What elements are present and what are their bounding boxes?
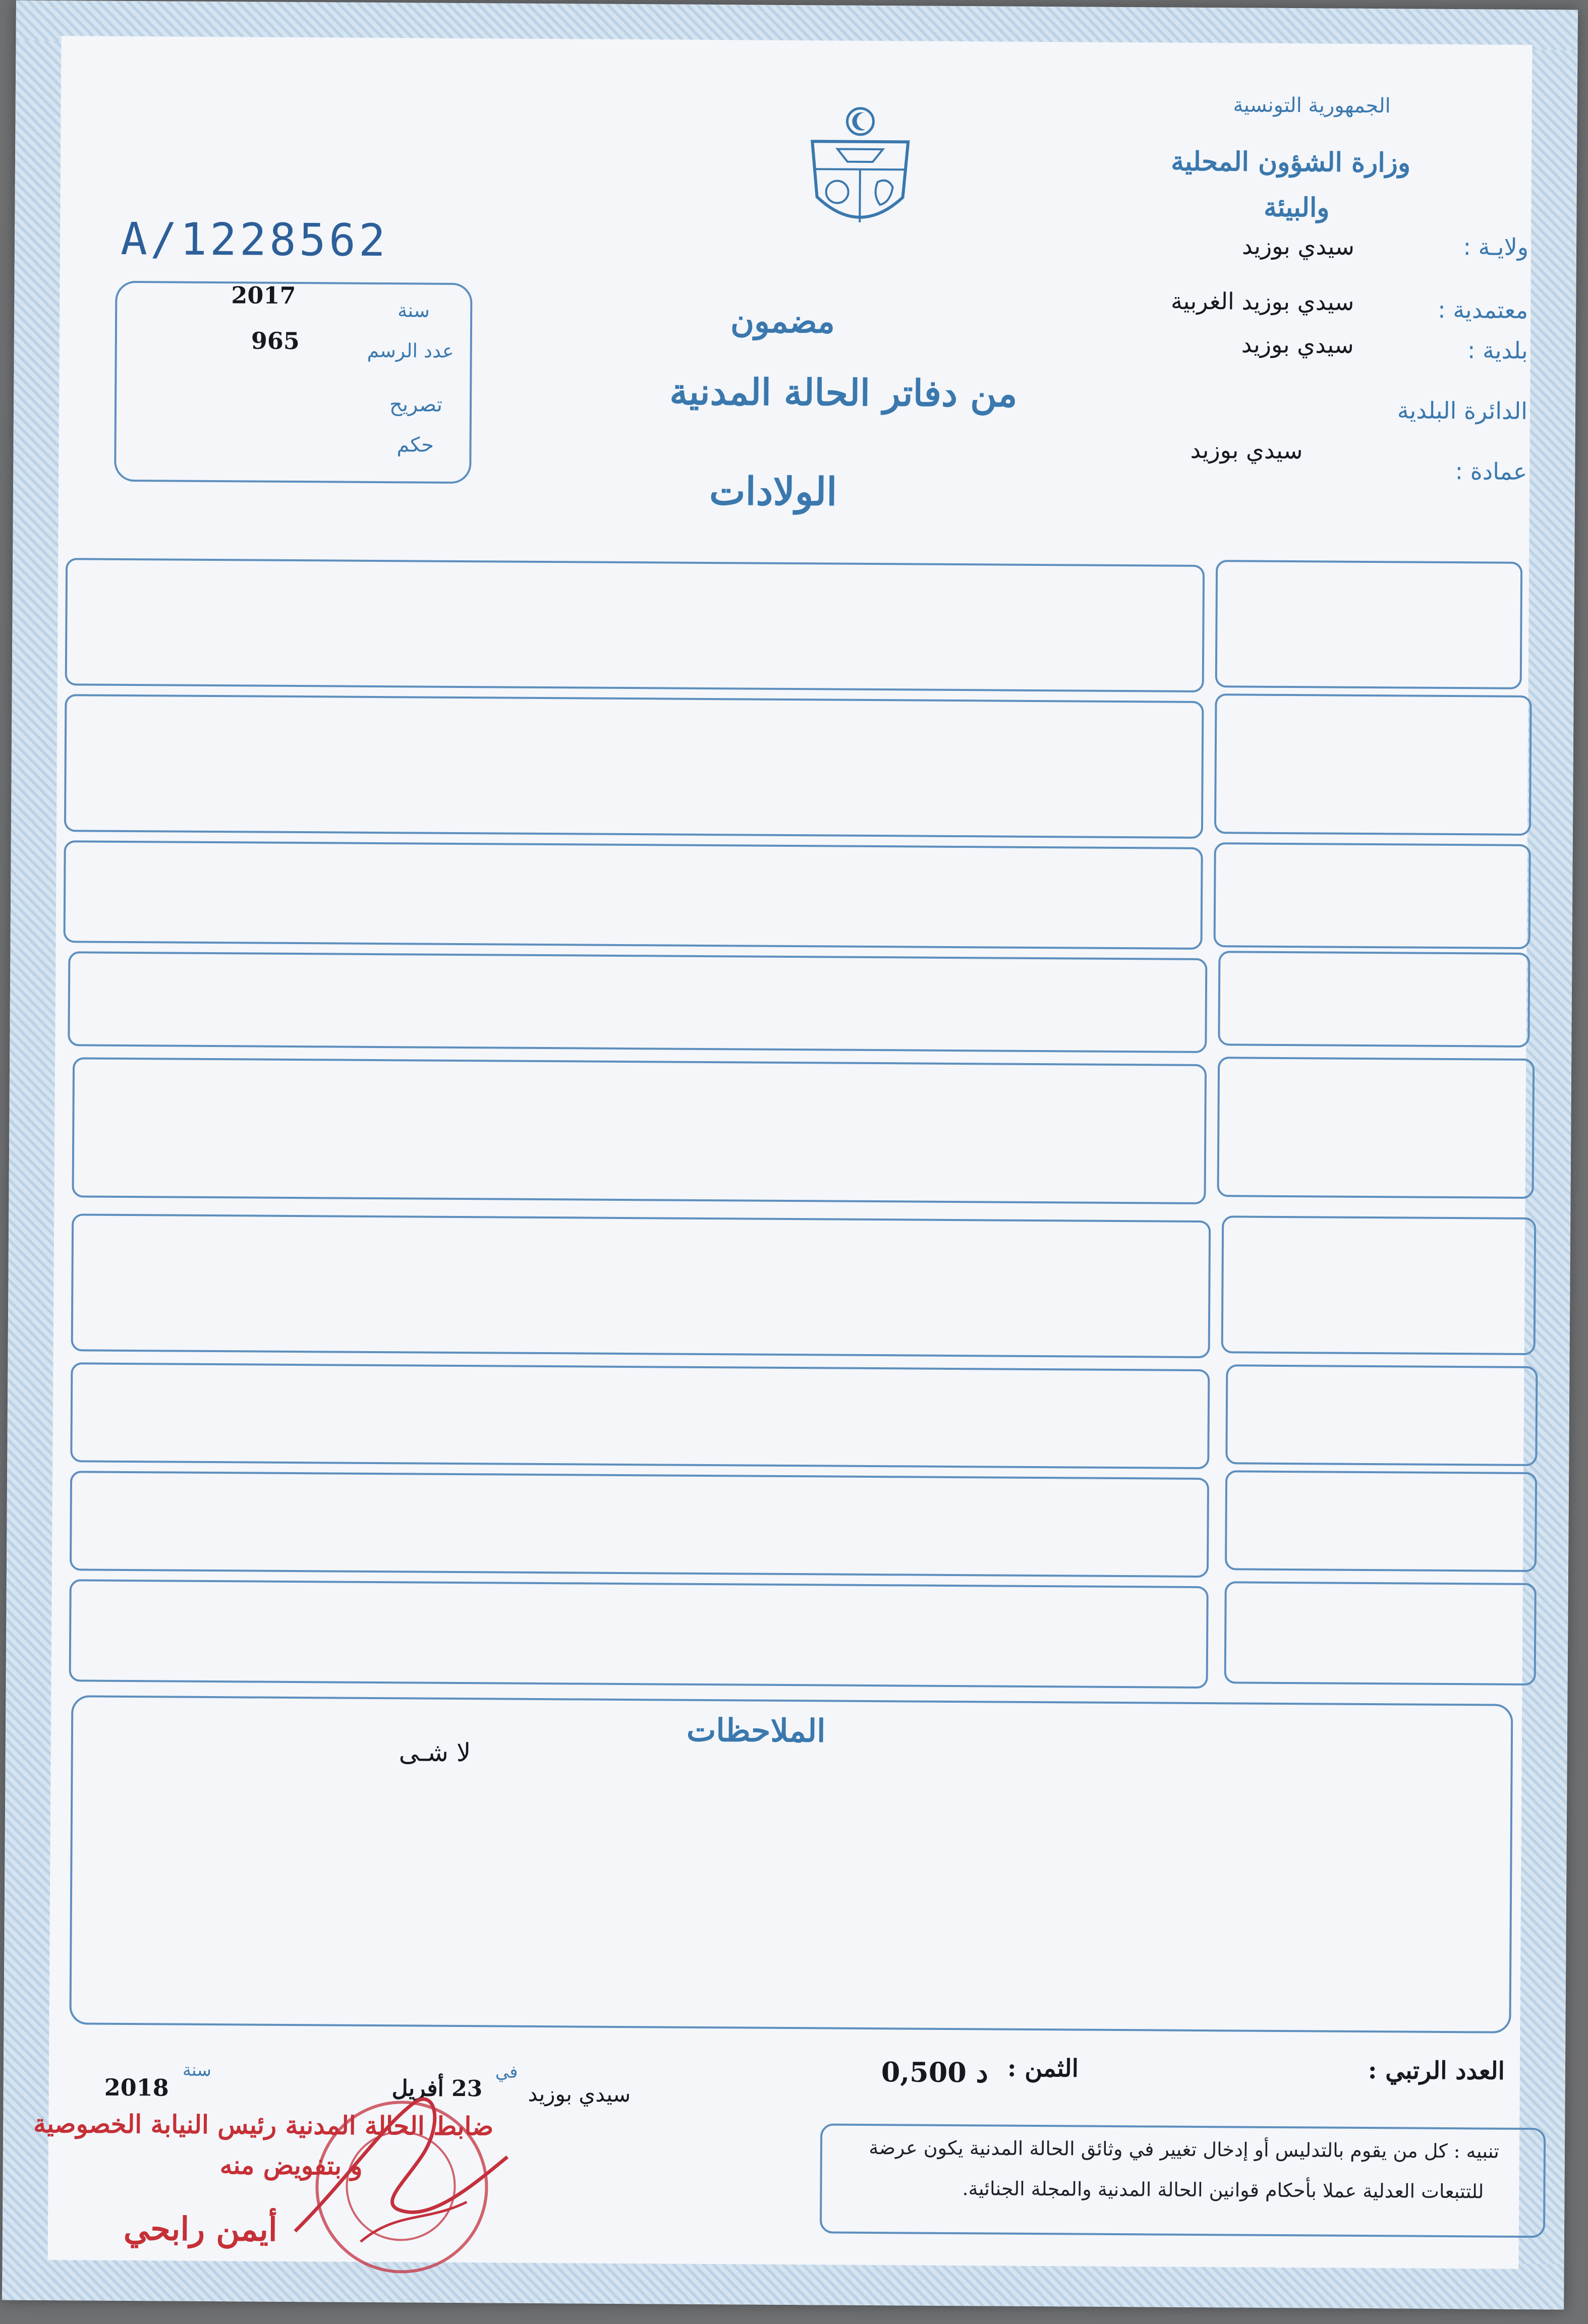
field-label-box-declaration-date: [1225, 1364, 1538, 1466]
title-line1: مضمون: [730, 302, 835, 341]
governorate-label: ولايـة :: [1463, 233, 1529, 261]
title-line2: من دفاتر الحالة المدنية: [669, 370, 1017, 415]
price-value: 0,500 د: [881, 2056, 989, 2089]
field-value-box-father: [72, 1057, 1207, 1204]
officer-stamp-line2: و بتفويض منه: [219, 2150, 363, 2181]
field-label-box-father: [1217, 1057, 1535, 1199]
field-value-box-declarant: [70, 1471, 1209, 1578]
warning-line2: للتتبعات العدلية عملا بأحكام قوانين الحالة المدنية والمجلة الجنائية.: [962, 2177, 1484, 2203]
municipality-value: سيدي بوزيد: [1241, 330, 1354, 359]
judgment-label: حكم: [396, 433, 434, 457]
issue-year: 2018: [104, 2073, 169, 2102]
delegation-value: سيدي بوزيد الغربية: [1170, 287, 1354, 316]
field-label-box-name: [1215, 560, 1523, 689]
remarks-title: الملاحظات: [686, 1711, 826, 1750]
ministry-heading-line1: وزارة الشؤون المحلية: [1171, 146, 1411, 179]
governorate-value: سيدي بوزيد: [1241, 232, 1355, 260]
year-value: 2017: [231, 281, 296, 309]
delegation-label: معتمدية :: [1438, 296, 1528, 324]
record-number-label: عدد الرسم: [367, 339, 454, 362]
municipality-label: بلدية :: [1467, 336, 1528, 364]
field-label-box-officer: [1224, 1581, 1537, 1686]
municipal-district-label: الدائرة البلدية: [1397, 396, 1528, 425]
warning-line1: تنبيه : كل من يقوم بالتدليس أو إدخال تغيير في وثائق الحالة المدنية يكون عرضة: [869, 2136, 1500, 2163]
field-label-box-mother: [1221, 1215, 1537, 1355]
field-value-box-birth-place: [64, 840, 1203, 950]
field-value-box-officer: [69, 1579, 1209, 1689]
imada-label: عمادة :: [1455, 457, 1527, 485]
serial-number: A/1228562: [120, 212, 389, 267]
field-label-box-declarant: [1225, 1470, 1537, 1572]
issue-place: سيدي بوزيد: [528, 2081, 631, 2107]
field-label-box-birth-date: [1214, 693, 1532, 836]
section-title: الولادات: [709, 468, 837, 514]
officer-stamp-line1: ضابط الحالة المدنية رئيس النيابة الخصوصية: [33, 2108, 494, 2141]
issue-in-label: في: [495, 2062, 518, 2082]
field-value-box-declaration-date: [70, 1362, 1210, 1469]
remarks-value: لا شـى: [399, 1737, 471, 1768]
field-value-box-birth-date: [64, 694, 1204, 839]
field-label-box-sex: [1218, 951, 1530, 1048]
field-value-box-name: [65, 558, 1205, 692]
republic-heading: الجمهورية التونسية: [1233, 93, 1391, 118]
price-label: الثمن :: [1007, 2054, 1079, 2083]
ordinal-number-label: العدد الرتبي :: [1368, 2056, 1505, 2085]
ministry-heading-line2: والبيئة: [1263, 192, 1330, 223]
tunisia-coat-of-arms-icon: [802, 101, 919, 238]
officer-signature-name: أيمن رابحي: [123, 2210, 277, 2249]
year-label: سنة: [398, 299, 430, 322]
document-sheet: [2, 1, 1578, 2310]
issue-year-label: سنة: [182, 2060, 211, 2081]
field-value-box-mother: [71, 1213, 1211, 1358]
field-label-box-birth-place: [1214, 842, 1531, 949]
issue-date: 23 أفريل: [391, 2075, 483, 2102]
signature-scribble-icon: [285, 2080, 518, 2263]
field-value-box-sex: [68, 951, 1207, 1053]
declaration-label: تصريح: [389, 393, 443, 417]
record-number-value: 965: [251, 327, 300, 355]
imada-value: سيدي بوزيد: [1190, 436, 1303, 464]
